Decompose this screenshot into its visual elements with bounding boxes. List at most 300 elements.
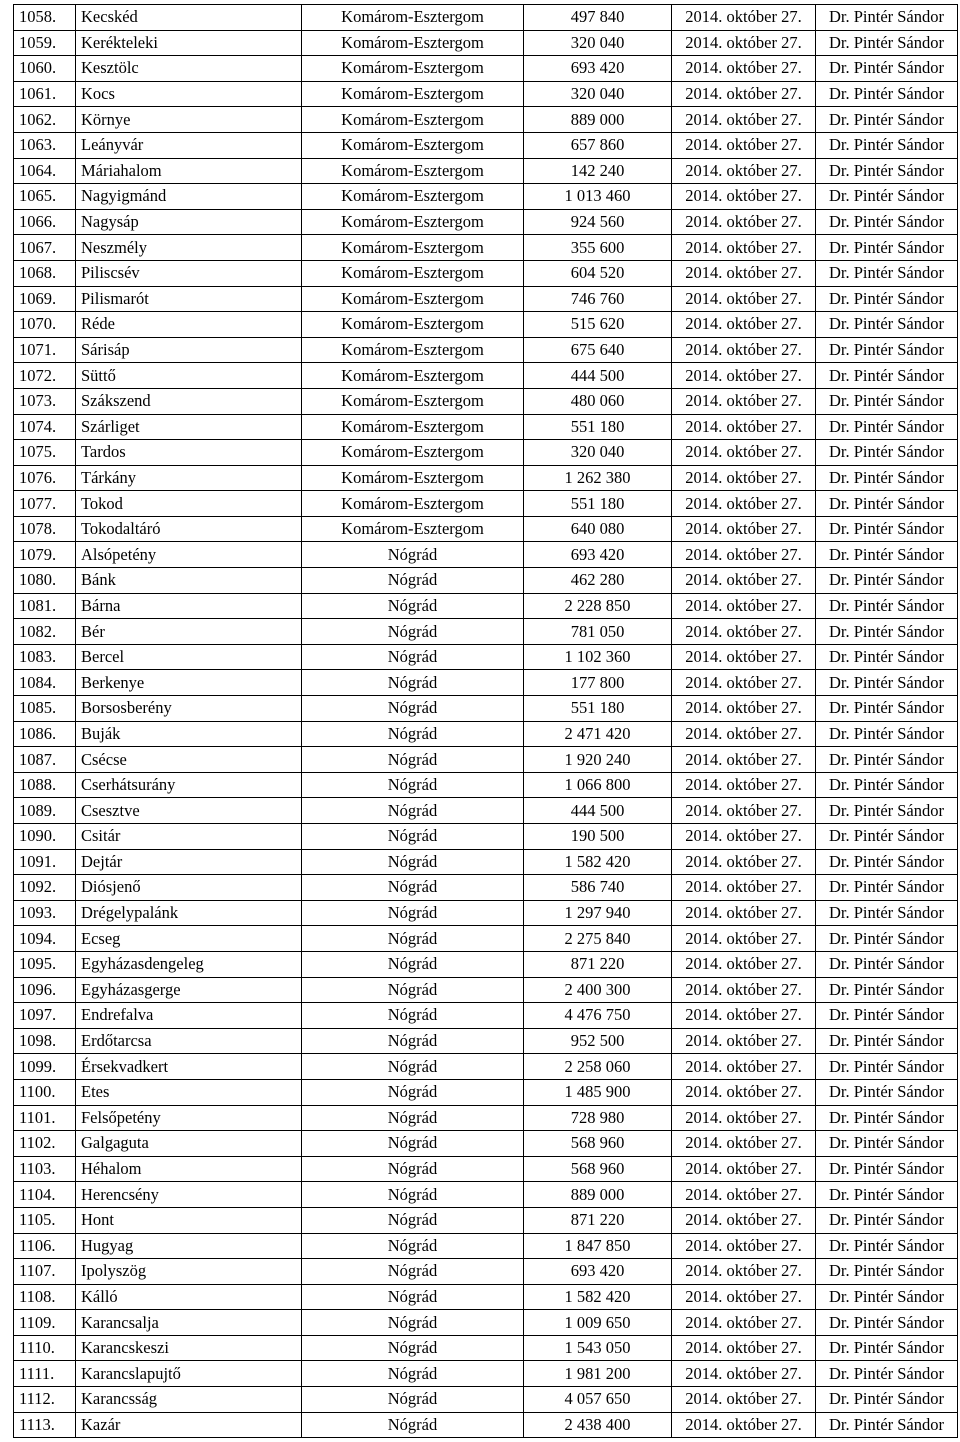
signatory-name: Dr. Pintér Sándor bbox=[816, 440, 958, 466]
amount-value: 568 960 bbox=[524, 1156, 672, 1182]
row-number: 1085. bbox=[14, 696, 76, 722]
signatory-name: Dr. Pintér Sándor bbox=[816, 747, 958, 773]
date-value: 2014. október 27. bbox=[672, 209, 816, 235]
signatory-name: Dr. Pintér Sándor bbox=[816, 542, 958, 568]
settlement-name: Endrefalva bbox=[76, 1003, 302, 1029]
row-number: 1074. bbox=[14, 414, 76, 440]
settlement-name: Süttő bbox=[76, 363, 302, 389]
amount-value: 1 582 420 bbox=[524, 1284, 672, 1310]
table-row bbox=[14, 209, 958, 235]
signatory-name: Dr. Pintér Sándor bbox=[816, 5, 958, 31]
row-number: 1082. bbox=[14, 619, 76, 645]
amount-value: 551 180 bbox=[524, 414, 672, 440]
county-name: Komárom-Esztergom bbox=[302, 184, 524, 210]
table-row bbox=[14, 824, 958, 850]
signatory-name: Dr. Pintér Sándor bbox=[816, 184, 958, 210]
amount-value: 320 040 bbox=[524, 440, 672, 466]
county-name: Komárom-Esztergom bbox=[302, 491, 524, 517]
row-number: 1087. bbox=[14, 747, 76, 773]
settlement-name: Diósjenő bbox=[76, 875, 302, 901]
row-number: 1088. bbox=[14, 772, 76, 798]
row-number: 1097. bbox=[14, 1003, 76, 1029]
county-name: Nógrád bbox=[302, 619, 524, 645]
amount-value: 952 500 bbox=[524, 1028, 672, 1054]
amount-value: 320 040 bbox=[524, 30, 672, 56]
date-value: 2014. október 27. bbox=[672, 414, 816, 440]
county-name: Komárom-Esztergom bbox=[302, 363, 524, 389]
row-number: 1083. bbox=[14, 644, 76, 670]
signatory-name: Dr. Pintér Sándor bbox=[816, 1207, 958, 1233]
county-name: Nógrád bbox=[302, 644, 524, 670]
signatory-name: Dr. Pintér Sándor bbox=[816, 1284, 958, 1310]
settlement-name: Tokodaltáró bbox=[76, 516, 302, 542]
date-value: 2014. október 27. bbox=[672, 286, 816, 312]
settlement-name: Környe bbox=[76, 107, 302, 133]
county-name: Komárom-Esztergom bbox=[302, 337, 524, 363]
amount-value: 693 420 bbox=[524, 542, 672, 568]
date-value: 2014. október 27. bbox=[672, 440, 816, 466]
settlement-name: Egyházasdengeleg bbox=[76, 951, 302, 977]
signatory-name: Dr. Pintér Sándor bbox=[816, 491, 958, 517]
table-row bbox=[14, 1207, 958, 1233]
county-name: Nógrád bbox=[302, 670, 524, 696]
date-value: 2014. október 27. bbox=[672, 1335, 816, 1361]
table-row bbox=[14, 5, 958, 31]
table-row bbox=[14, 670, 958, 696]
table-row bbox=[14, 1028, 958, 1054]
signatory-name: Dr. Pintér Sándor bbox=[816, 30, 958, 56]
amount-value: 355 600 bbox=[524, 235, 672, 261]
signatory-name: Dr. Pintér Sándor bbox=[816, 1259, 958, 1285]
settlement-name: Érsekvadkert bbox=[76, 1054, 302, 1080]
date-value: 2014. október 27. bbox=[672, 849, 816, 875]
settlement-name: Csesztve bbox=[76, 798, 302, 824]
county-name: Nógrád bbox=[302, 1284, 524, 1310]
table-row bbox=[14, 798, 958, 824]
row-number: 1090. bbox=[14, 824, 76, 850]
settlement-name: Máriahalom bbox=[76, 158, 302, 184]
amount-value: 675 640 bbox=[524, 337, 672, 363]
table-row bbox=[14, 1105, 958, 1131]
amount-value: 515 620 bbox=[524, 312, 672, 338]
signatory-name: Dr. Pintér Sándor bbox=[816, 875, 958, 901]
county-name: Nógrád bbox=[302, 824, 524, 850]
signatory-name: Dr. Pintér Sándor bbox=[816, 260, 958, 286]
settlement-name: Nagyigmánd bbox=[76, 184, 302, 210]
county-name: Nógrád bbox=[302, 1335, 524, 1361]
date-value: 2014. október 27. bbox=[672, 491, 816, 517]
county-name: Nógrád bbox=[302, 900, 524, 926]
signatory-name: Dr. Pintér Sándor bbox=[816, 516, 958, 542]
row-number: 1100. bbox=[14, 1079, 76, 1105]
date-value: 2014. október 27. bbox=[672, 107, 816, 133]
signatory-name: Dr. Pintér Sándor bbox=[816, 81, 958, 107]
settlement-name: Ipolyszög bbox=[76, 1259, 302, 1285]
row-number: 1062. bbox=[14, 107, 76, 133]
signatory-name: Dr. Pintér Sándor bbox=[816, 1310, 958, 1336]
county-name: Nógrád bbox=[302, 593, 524, 619]
row-number: 1086. bbox=[14, 721, 76, 747]
date-value: 2014. október 27. bbox=[672, 465, 816, 491]
county-name: Komárom-Esztergom bbox=[302, 440, 524, 466]
table-row bbox=[14, 926, 958, 952]
amount-value: 889 000 bbox=[524, 107, 672, 133]
signatory-name: Dr. Pintér Sándor bbox=[816, 926, 958, 952]
table-row bbox=[14, 56, 958, 82]
date-value: 2014. október 27. bbox=[672, 1361, 816, 1387]
settlement-name: Alsópetény bbox=[76, 542, 302, 568]
row-number: 1105. bbox=[14, 1207, 76, 1233]
signatory-name: Dr. Pintér Sándor bbox=[816, 619, 958, 645]
table-row bbox=[14, 721, 958, 747]
date-value: 2014. október 27. bbox=[672, 81, 816, 107]
amount-value: 1 262 380 bbox=[524, 465, 672, 491]
amount-value: 781 050 bbox=[524, 619, 672, 645]
row-number: 1075. bbox=[14, 440, 76, 466]
row-number: 1106. bbox=[14, 1233, 76, 1259]
signatory-name: Dr. Pintér Sándor bbox=[816, 1131, 958, 1157]
row-number: 1093. bbox=[14, 900, 76, 926]
table-row bbox=[14, 286, 958, 312]
amount-value: 1 102 360 bbox=[524, 644, 672, 670]
settlement-name: Karancsság bbox=[76, 1387, 302, 1413]
settlement-name: Felsőpetény bbox=[76, 1105, 302, 1131]
settlement-name: Csécse bbox=[76, 747, 302, 773]
table-row bbox=[14, 542, 958, 568]
amount-value: 444 500 bbox=[524, 363, 672, 389]
signatory-name: Dr. Pintér Sándor bbox=[816, 798, 958, 824]
settlement-name: Ecseg bbox=[76, 926, 302, 952]
settlement-name: Sárisáp bbox=[76, 337, 302, 363]
date-value: 2014. október 27. bbox=[672, 516, 816, 542]
amount-value: 1 485 900 bbox=[524, 1079, 672, 1105]
signatory-name: Dr. Pintér Sándor bbox=[816, 1054, 958, 1080]
amount-value: 728 980 bbox=[524, 1105, 672, 1131]
settlement-name: Szákszend bbox=[76, 388, 302, 414]
county-name: Nógrád bbox=[302, 1003, 524, 1029]
date-value: 2014. október 27. bbox=[672, 132, 816, 158]
row-number: 1076. bbox=[14, 465, 76, 491]
signatory-name: Dr. Pintér Sándor bbox=[816, 235, 958, 261]
amount-value: 2 228 850 bbox=[524, 593, 672, 619]
county-name: Nógrád bbox=[302, 1131, 524, 1157]
settlement-name: Bárna bbox=[76, 593, 302, 619]
signatory-name: Dr. Pintér Sándor bbox=[816, 209, 958, 235]
signatory-name: Dr. Pintér Sándor bbox=[816, 1079, 958, 1105]
row-number: 1103. bbox=[14, 1156, 76, 1182]
row-number: 1060. bbox=[14, 56, 76, 82]
table-row bbox=[14, 900, 958, 926]
date-value: 2014. október 27. bbox=[672, 235, 816, 261]
settlement-name: Nagysáp bbox=[76, 209, 302, 235]
amount-value: 1 920 240 bbox=[524, 747, 672, 773]
signatory-name: Dr. Pintér Sándor bbox=[816, 593, 958, 619]
date-value: 2014. október 27. bbox=[672, 1054, 816, 1080]
table-row bbox=[14, 849, 958, 875]
settlement-name: Bánk bbox=[76, 568, 302, 594]
row-number: 1073. bbox=[14, 388, 76, 414]
date-value: 2014. október 27. bbox=[672, 56, 816, 82]
amount-value: 889 000 bbox=[524, 1182, 672, 1208]
county-name: Nógrád bbox=[302, 798, 524, 824]
settlement-name: Tardos bbox=[76, 440, 302, 466]
date-value: 2014. október 27. bbox=[672, 1387, 816, 1413]
row-number: 1061. bbox=[14, 81, 76, 107]
row-number: 1096. bbox=[14, 977, 76, 1003]
county-name: Komárom-Esztergom bbox=[302, 158, 524, 184]
amount-value: 4 476 750 bbox=[524, 1003, 672, 1029]
table-body bbox=[14, 5, 958, 1438]
date-value: 2014. október 27. bbox=[672, 593, 816, 619]
amount-value: 871 220 bbox=[524, 1207, 672, 1233]
row-number: 1066. bbox=[14, 209, 76, 235]
amount-value: 2 400 300 bbox=[524, 977, 672, 1003]
county-name: Nógrád bbox=[302, 1361, 524, 1387]
table-row bbox=[14, 337, 958, 363]
date-value: 2014. október 27. bbox=[672, 388, 816, 414]
date-value: 2014. október 27. bbox=[672, 696, 816, 722]
row-number: 1095. bbox=[14, 951, 76, 977]
settlement-name: Piliscsév bbox=[76, 260, 302, 286]
signatory-name: Dr. Pintér Sándor bbox=[816, 158, 958, 184]
signatory-name: Dr. Pintér Sándor bbox=[816, 1412, 958, 1438]
table-row bbox=[14, 875, 958, 901]
table-row bbox=[14, 619, 958, 645]
row-number: 1108. bbox=[14, 1284, 76, 1310]
settlement-name: Berkenye bbox=[76, 670, 302, 696]
settlement-name: Herencsény bbox=[76, 1182, 302, 1208]
county-name: Nógrád bbox=[302, 721, 524, 747]
date-value: 2014. október 27. bbox=[672, 619, 816, 645]
county-name: Nógrád bbox=[302, 849, 524, 875]
county-name: Nógrád bbox=[302, 1412, 524, 1438]
settlement-name: Réde bbox=[76, 312, 302, 338]
settlement-name: Borsosberény bbox=[76, 696, 302, 722]
row-number: 1059. bbox=[14, 30, 76, 56]
signatory-name: Dr. Pintér Sándor bbox=[816, 132, 958, 158]
row-number: 1112. bbox=[14, 1387, 76, 1413]
amount-value: 586 740 bbox=[524, 875, 672, 901]
amount-value: 551 180 bbox=[524, 696, 672, 722]
row-number: 1109. bbox=[14, 1310, 76, 1336]
county-name: Nógrád bbox=[302, 1387, 524, 1413]
table-row bbox=[14, 30, 958, 56]
date-value: 2014. október 27. bbox=[672, 158, 816, 184]
date-value: 2014. október 27. bbox=[672, 1003, 816, 1029]
table-row bbox=[14, 81, 958, 107]
table-row bbox=[14, 1361, 958, 1387]
row-number: 1063. bbox=[14, 132, 76, 158]
date-value: 2014. október 27. bbox=[672, 1182, 816, 1208]
signatory-name: Dr. Pintér Sándor bbox=[816, 107, 958, 133]
settlement-name: Csitár bbox=[76, 824, 302, 850]
date-value: 2014. október 27. bbox=[672, 1105, 816, 1131]
settlement-name: Kocs bbox=[76, 81, 302, 107]
signatory-name: Dr. Pintér Sándor bbox=[816, 1387, 958, 1413]
date-value: 2014. október 27. bbox=[672, 1079, 816, 1105]
date-value: 2014. október 27. bbox=[672, 260, 816, 286]
table-row bbox=[14, 644, 958, 670]
table-row bbox=[14, 1054, 958, 1080]
row-number: 1101. bbox=[14, 1105, 76, 1131]
date-value: 2014. október 27. bbox=[672, 951, 816, 977]
amount-value: 1 847 850 bbox=[524, 1233, 672, 1259]
signatory-name: Dr. Pintér Sándor bbox=[816, 1105, 958, 1131]
county-name: Nógrád bbox=[302, 1028, 524, 1054]
county-name: Nógrád bbox=[302, 875, 524, 901]
settlement-name: Tárkány bbox=[76, 465, 302, 491]
table-row bbox=[14, 568, 958, 594]
row-number: 1098. bbox=[14, 1028, 76, 1054]
amount-value: 1 009 650 bbox=[524, 1310, 672, 1336]
date-value: 2014. október 27. bbox=[672, 772, 816, 798]
county-name: Nógrád bbox=[302, 977, 524, 1003]
table-row bbox=[14, 260, 958, 286]
row-number: 1065. bbox=[14, 184, 76, 210]
table-row bbox=[14, 1233, 958, 1259]
amount-value: 693 420 bbox=[524, 1259, 672, 1285]
signatory-name: Dr. Pintér Sándor bbox=[816, 286, 958, 312]
table-row bbox=[14, 772, 958, 798]
row-number: 1092. bbox=[14, 875, 76, 901]
amount-value: 2 438 400 bbox=[524, 1412, 672, 1438]
county-name: Komárom-Esztergom bbox=[302, 260, 524, 286]
table-row bbox=[14, 440, 958, 466]
row-number: 1079. bbox=[14, 542, 76, 568]
amount-value: 462 280 bbox=[524, 568, 672, 594]
amount-value: 924 560 bbox=[524, 209, 672, 235]
date-value: 2014. október 27. bbox=[672, 184, 816, 210]
county-name: Komárom-Esztergom bbox=[302, 465, 524, 491]
signatory-name: Dr. Pintér Sándor bbox=[816, 1361, 958, 1387]
settlement-name: Neszmély bbox=[76, 235, 302, 261]
settlement-name: Kazár bbox=[76, 1412, 302, 1438]
table-row bbox=[14, 1335, 958, 1361]
signatory-name: Dr. Pintér Sándor bbox=[816, 414, 958, 440]
date-value: 2014. október 27. bbox=[672, 875, 816, 901]
county-name: Komárom-Esztergom bbox=[302, 286, 524, 312]
allocation-table bbox=[13, 4, 958, 1438]
amount-value: 568 960 bbox=[524, 1131, 672, 1157]
date-value: 2014. október 27. bbox=[672, 1028, 816, 1054]
settlement-name: Kálló bbox=[76, 1284, 302, 1310]
table-row bbox=[14, 491, 958, 517]
amount-value: 1 543 050 bbox=[524, 1335, 672, 1361]
date-value: 2014. október 27. bbox=[672, 1156, 816, 1182]
table-row bbox=[14, 977, 958, 1003]
date-value: 2014. október 27. bbox=[672, 824, 816, 850]
date-value: 2014. október 27. bbox=[672, 568, 816, 594]
row-number: 1068. bbox=[14, 260, 76, 286]
table-row bbox=[14, 184, 958, 210]
date-value: 2014. október 27. bbox=[672, 5, 816, 31]
table-row bbox=[14, 363, 958, 389]
date-value: 2014. október 27. bbox=[672, 1412, 816, 1438]
signatory-name: Dr. Pintér Sándor bbox=[816, 1182, 958, 1208]
signatory-name: Dr. Pintér Sándor bbox=[816, 824, 958, 850]
date-value: 2014. október 27. bbox=[672, 747, 816, 773]
amount-value: 1 297 940 bbox=[524, 900, 672, 926]
date-value: 2014. október 27. bbox=[672, 670, 816, 696]
signatory-name: Dr. Pintér Sándor bbox=[816, 56, 958, 82]
county-name: Komárom-Esztergom bbox=[302, 30, 524, 56]
signatory-name: Dr. Pintér Sándor bbox=[816, 644, 958, 670]
row-number: 1089. bbox=[14, 798, 76, 824]
amount-value: 142 240 bbox=[524, 158, 672, 184]
row-number: 1070. bbox=[14, 312, 76, 338]
amount-value: 640 080 bbox=[524, 516, 672, 542]
table-row bbox=[14, 951, 958, 977]
settlement-name: Bér bbox=[76, 619, 302, 645]
table-row bbox=[14, 1079, 958, 1105]
settlement-name: Leányvár bbox=[76, 132, 302, 158]
signatory-name: Dr. Pintér Sándor bbox=[816, 849, 958, 875]
signatory-name: Dr. Pintér Sándor bbox=[816, 465, 958, 491]
row-number: 1102. bbox=[14, 1131, 76, 1157]
county-name: Komárom-Esztergom bbox=[302, 235, 524, 261]
county-name: Nógrád bbox=[302, 696, 524, 722]
row-number: 1107. bbox=[14, 1259, 76, 1285]
amount-value: 444 500 bbox=[524, 798, 672, 824]
row-number: 1058. bbox=[14, 5, 76, 31]
signatory-name: Dr. Pintér Sándor bbox=[816, 1335, 958, 1361]
settlement-name: Hugyag bbox=[76, 1233, 302, 1259]
settlement-name: Tokod bbox=[76, 491, 302, 517]
county-name: Nógrád bbox=[302, 1105, 524, 1131]
settlement-name: Buják bbox=[76, 721, 302, 747]
table-row bbox=[14, 1310, 958, 1336]
amount-value: 2 471 420 bbox=[524, 721, 672, 747]
settlement-name: Kecskéd bbox=[76, 5, 302, 31]
settlement-name: Egyházasgerge bbox=[76, 977, 302, 1003]
row-number: 1111. bbox=[14, 1361, 76, 1387]
table-row bbox=[14, 1412, 958, 1438]
amount-value: 693 420 bbox=[524, 56, 672, 82]
settlement-name: Karancslapujtő bbox=[76, 1361, 302, 1387]
table-row bbox=[14, 516, 958, 542]
date-value: 2014. október 27. bbox=[672, 337, 816, 363]
amount-value: 2 258 060 bbox=[524, 1054, 672, 1080]
signatory-name: Dr. Pintér Sándor bbox=[816, 363, 958, 389]
amount-value: 4 057 650 bbox=[524, 1387, 672, 1413]
table-row bbox=[14, 1156, 958, 1182]
amount-value: 551 180 bbox=[524, 491, 672, 517]
amount-value: 177 800 bbox=[524, 670, 672, 696]
county-name: Nógrád bbox=[302, 951, 524, 977]
signatory-name: Dr. Pintér Sándor bbox=[816, 337, 958, 363]
county-name: Komárom-Esztergom bbox=[302, 5, 524, 31]
settlement-name: Szárliget bbox=[76, 414, 302, 440]
date-value: 2014. október 27. bbox=[672, 1310, 816, 1336]
table-row bbox=[14, 235, 958, 261]
settlement-name: Kesztölc bbox=[76, 56, 302, 82]
row-number: 1094. bbox=[14, 926, 76, 952]
county-name: Nógrád bbox=[302, 1156, 524, 1182]
signatory-name: Dr. Pintér Sándor bbox=[816, 388, 958, 414]
signatory-name: Dr. Pintér Sándor bbox=[816, 696, 958, 722]
date-value: 2014. október 27. bbox=[672, 1131, 816, 1157]
row-number: 1110. bbox=[14, 1335, 76, 1361]
date-value: 2014. október 27. bbox=[672, 900, 816, 926]
settlement-name: Erdőtarcsa bbox=[76, 1028, 302, 1054]
date-value: 2014. október 27. bbox=[672, 1207, 816, 1233]
row-number: 1104. bbox=[14, 1182, 76, 1208]
row-number: 1072. bbox=[14, 363, 76, 389]
table-row bbox=[14, 1131, 958, 1157]
table-row bbox=[14, 132, 958, 158]
signatory-name: Dr. Pintér Sándor bbox=[816, 721, 958, 747]
settlement-name: Drégelypalánk bbox=[76, 900, 302, 926]
